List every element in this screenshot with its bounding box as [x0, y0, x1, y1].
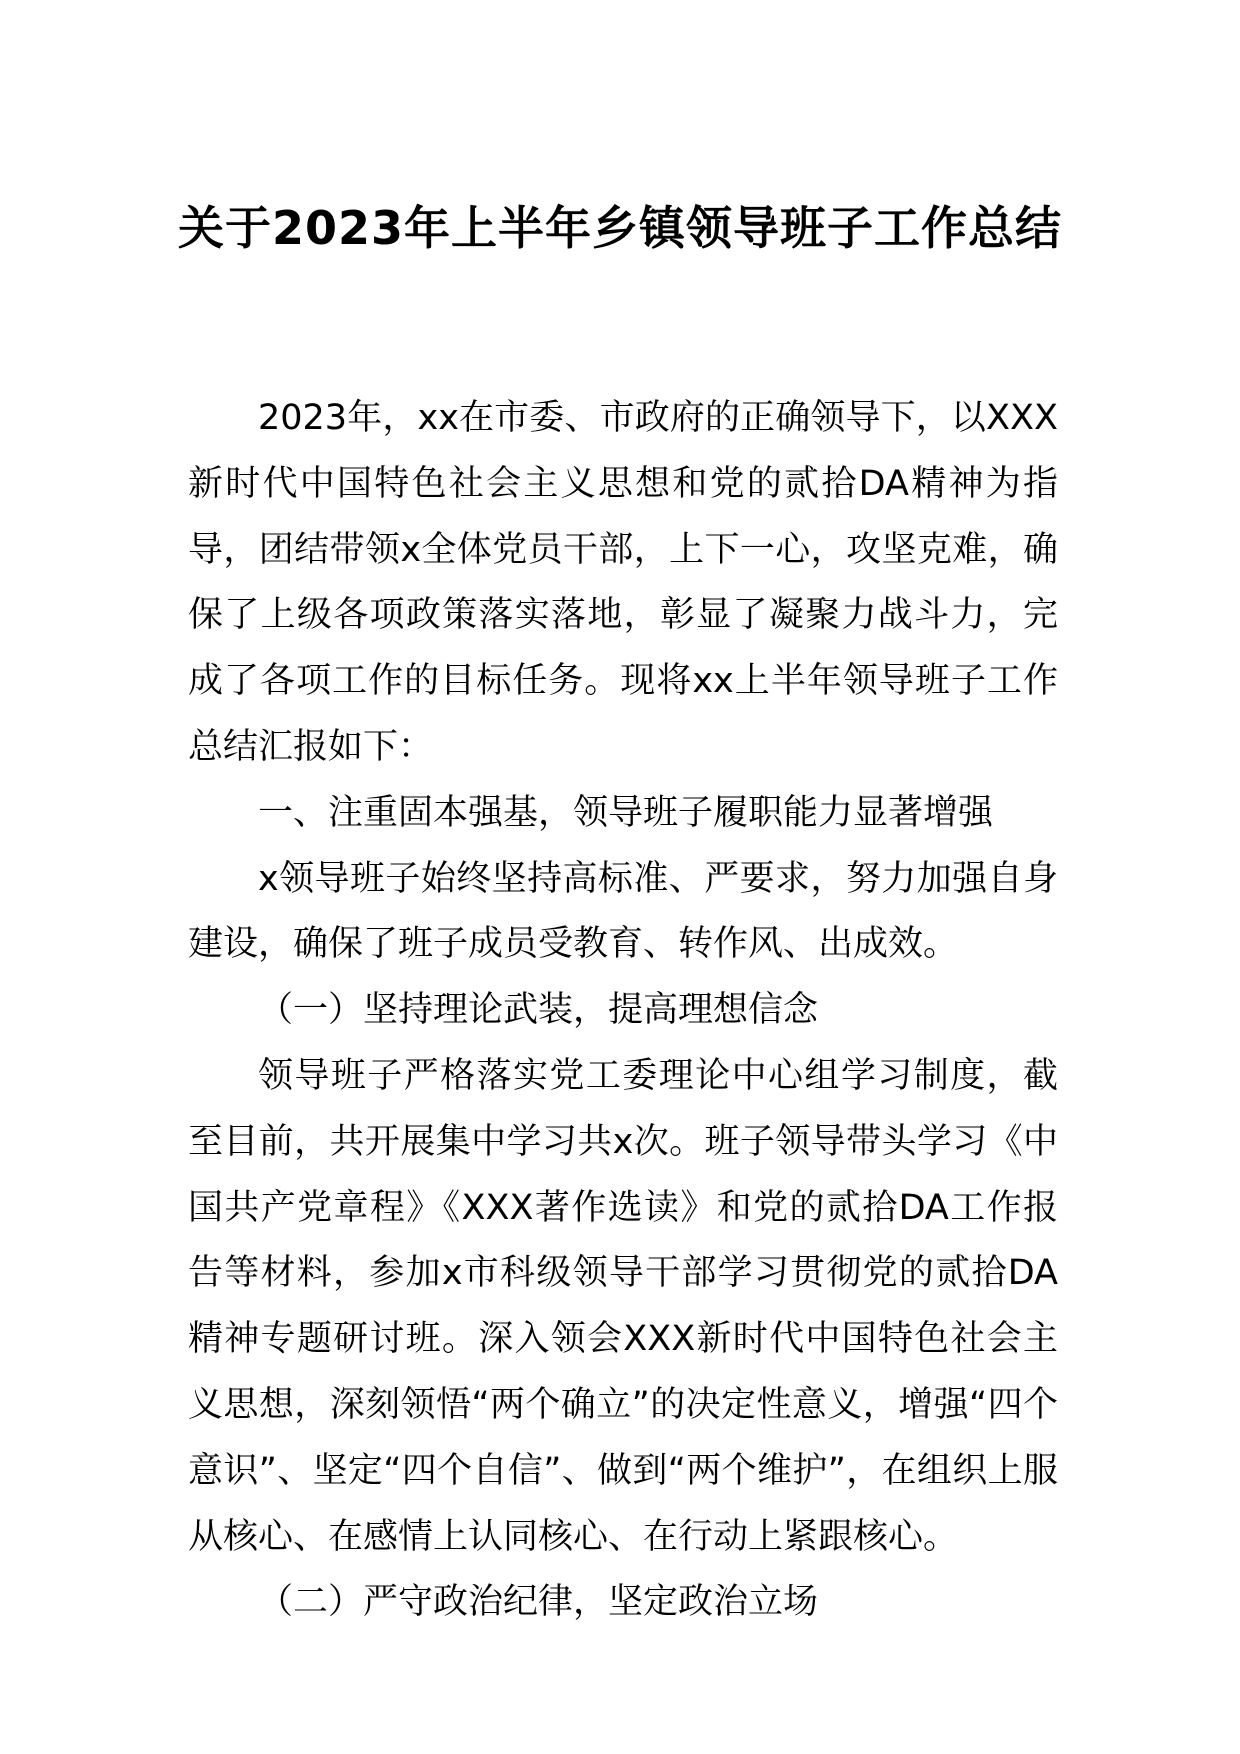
section-1-paragraph: x领导班子始终坚持高标准、严要求，努力加强自身建设，确保了班子成员受教育、转作风、出成效。 [188, 858, 1058, 965]
document-body [188, 386, 1058, 1636]
document-title: 关于2023年上半年乡镇领导班子工作总结 [177, 201, 1063, 255]
subsection-1-paragraph: 领导班子严格落实党工委理论中心组学习制度，截至目前，共开展集中学习共x次。班子领导带头学习《中国共产党章程》《XXX著作选读》和党的贰拾DA工作报告等材料，参加x市科级领导干部学习贯彻党的贰拾DA精神专题研讨班。深入领会XXX新时代中国特色社会主义思想，深刻领悟“两个确立”的决定性意义，增强“四个意识”、坚定“四个自信”、做到“两个维护”，在组织上服从核心、在感情上认同核心、在行动上紧跟核心。 [188, 1055, 1058, 1557]
intro-paragraph: 2023年，xx在市委、市政府的正确领导下，以XXX新时代中国特色社会主义思想和党的贰拾DA精神为指导，团结带领x全体党员干部，上下一心，攻坚克难，确保了上级各项政策落实落地，彰显了凝聚力战斗力，完成了各项工作的目标任务。现将xx上半年领导班子工作总结汇报如下： [188, 398, 1058, 767]
section-heading-1: 一、注重固本强基，领导班子履职能力显著增强 [258, 792, 994, 833]
subsection-heading-2: （二）严守政治纪律，坚定政治立场 [258, 1582, 819, 1623]
subsection-heading-1: （一）坚持理论武装，提高理想信念 [258, 990, 819, 1031]
